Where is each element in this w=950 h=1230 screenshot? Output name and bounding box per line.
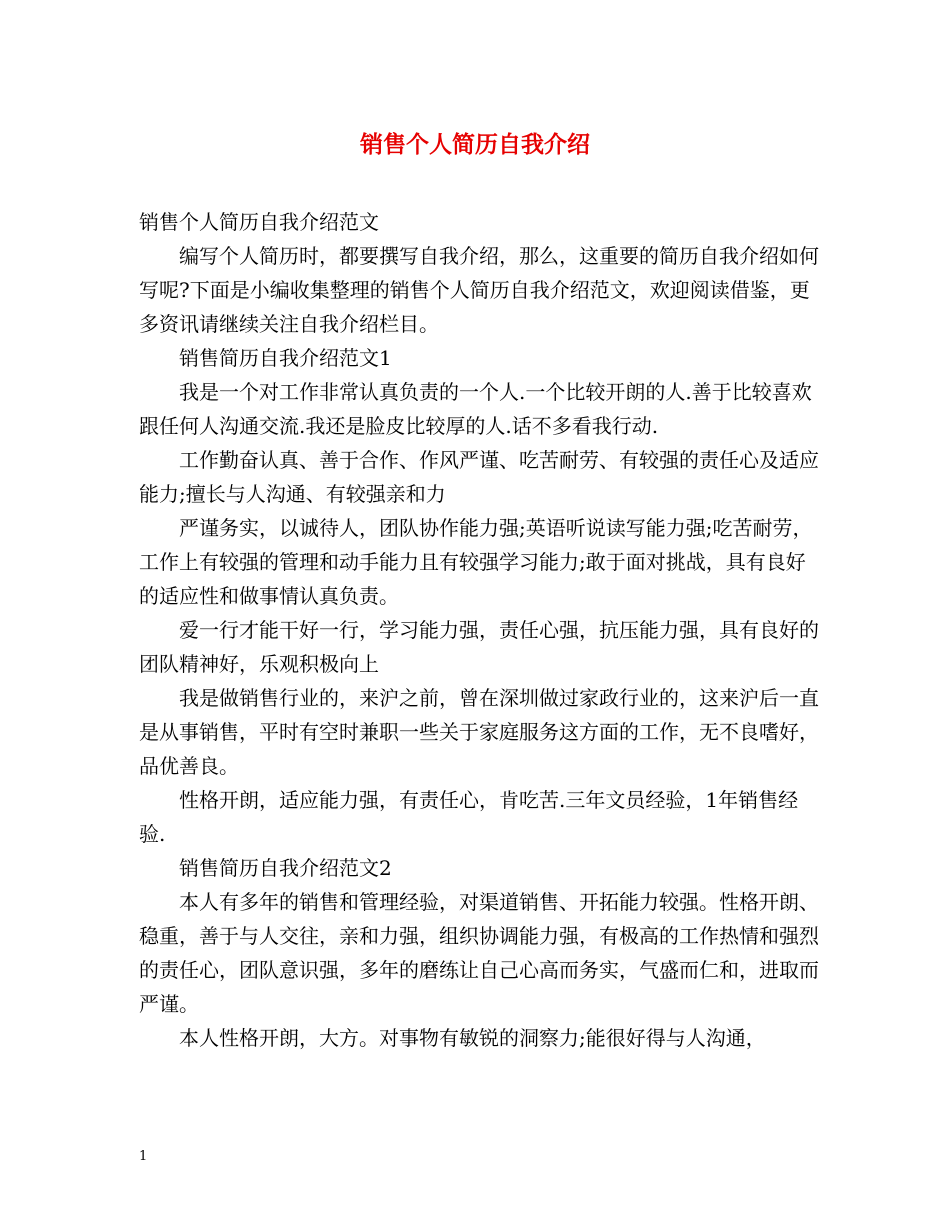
subtitle-paragraph: 销售个人简历自我介绍范文 (139, 210, 379, 234)
body-paragraph: 我是一个对工作非常认真负责的一个人.一个比较开朗的人.善于比较喜欢跟任何人沟通交流.我还是脸皮比较厚的人.话不多看我行动. (139, 380, 812, 438)
page-number: 1 (139, 1149, 148, 1164)
section-heading-2: 销售简历自我介绍范文2 (179, 856, 392, 880)
body-paragraph: 本人性格开朗，大方。对事物有敏锐的洞察力;能很好得与人沟通， (179, 1026, 766, 1050)
body-paragraph: 爱一行才能干好一行，学习能力强，责任心强，抗压能力强，具有良好的团队精神好，乐观积极向上 (139, 618, 819, 676)
body-paragraph: 严谨务实，以诚待人，团队协作能力强;英语听说读写能力强;吃苦耐劳，工作上有较强的管理和动手能力且有较强学习能力;敢于面对挑战，具有良好的适应性和做事情认真负责。 (139, 516, 813, 608)
document-body (139, 205, 819, 1055)
section-heading-1: 销售简历自我介绍范文1 (179, 346, 392, 370)
body-paragraph: 本人有多年的销售和管理经验，对渠道销售、开拓能力较强。性格开朗、稳重，善于与人交往，亲和力强，组织协调能力强，有极高的工作热情和强烈的责任心，团队意识强，多年的磨练让自己心高而务实，气盛而仁和，进取而严谨。 (139, 890, 819, 1016)
body-paragraph: 编写个人简历时，都要撰写自我介绍，那么，这重要的简历自我介绍如何写呢?下面是小编收集整理的销售个人简历自我介绍范文，欢迎阅读借鉴，更多资讯请继续关注自我介绍栏目。 (139, 244, 819, 336)
body-paragraph: 我是做销售行业的，来沪之前，曾在深圳做过家政行业的，这来沪后一直是从事销售，平时有空时兼职一些关于家庭服务这方面的工作，无不良嗜好，品优善良。 (139, 686, 819, 778)
document-title: 销售个人简历自我介绍 (360, 131, 590, 158)
body-paragraph: 性格开朗，适应能力强，有责任心，肯吃苦.三年文员经验，1年销售经验. (139, 788, 799, 846)
body-paragraph: 工作勤奋认真、善于合作、作风严谨、吃苦耐劳、有较强的责任心及适应能力;擅长与人沟通、有较强亲和力 (139, 448, 819, 506)
